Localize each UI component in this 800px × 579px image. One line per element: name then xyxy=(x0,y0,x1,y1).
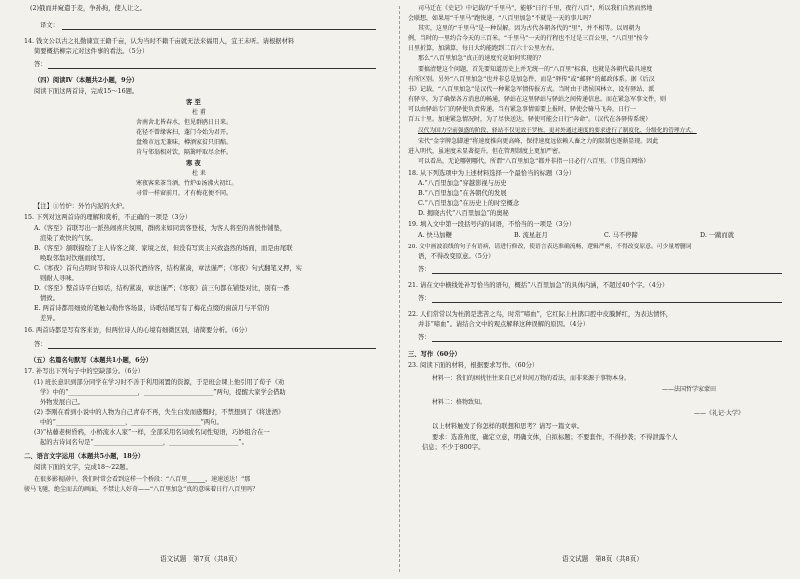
option-15b-cont: 唤取邻翁对饮继而续写。 xyxy=(40,255,110,262)
option-18a: A.“八百里加急”穿越影视与历史 xyxy=(418,180,507,187)
section-instruction: 阅读下面这两首诗，完成15～16题。 xyxy=(34,88,139,95)
writing-requirements: 要求：选准角度，确定立意，明确文体，自拟标题；不要套作，不得抄袭；不得泄露个人 xyxy=(432,434,678,441)
passage-line: 要搞清楚这个问题，首先要知道历史上并无统一的“八百里”标准，也就是各朝代最具速度 xyxy=(418,66,653,73)
answer-line xyxy=(432,302,782,303)
passage-line: 骏马飞驰，绝尘而去的画面，不禁让人好奇——“八百里加急”真的意味着日行八百里吗？ xyxy=(24,486,259,493)
passage-underlined-sentence: 汉代为国力空前强盛的阶段，驿站不仅见效于罗栋，更对外通过速度的要求进行了制度化、分级化的管理方式。 xyxy=(418,128,697,134)
question-15: 15. 下列对这两首诗的理解和赏析，不正确的一项是（3分） xyxy=(24,214,192,221)
passage-line: 那么“八百里加急”真正的速度究竟如何实现的？ xyxy=(418,55,545,62)
question-20-cont: 语，不得改变原意。（5分） xyxy=(418,253,495,260)
question-23: 23. 阅读下面的材料，根据要求写作。（60分） xyxy=(408,362,539,369)
option-18c: C.“八百里加急”在历史上的时空概念 xyxy=(418,200,520,207)
answer-line xyxy=(48,68,376,69)
poem-2-line: 寒夜客来茶当酒，竹炉①汤沸火初红。 xyxy=(136,180,238,187)
passage-line: 宋代“金字牌急脚递”将速度推向更高峰，保持速度远依赖人畜之力的限制也逐渐显现。因此 xyxy=(418,138,659,145)
option-15c-cont: 则耐人寻味。 xyxy=(40,275,78,282)
option-19d: D. 一蹴而就 xyxy=(700,232,735,239)
poem-2-title: 寒 夜 xyxy=(186,160,201,167)
right-page xyxy=(404,0,800,579)
option-18d: D. 揭晓古代“八百里加急”的奥秘 xyxy=(418,210,509,217)
question-22: 22. 人们常常以为杜鹃是悲苦之鸟，时常“啼血”，它红际上杜鹃口腔中皮膜鲜红，为表达情怀， xyxy=(408,311,673,318)
option-18b: B.“八百里加急”在各朝代的发展 xyxy=(418,190,507,197)
answer-line xyxy=(48,348,376,349)
blank-fill-1-cont: 学》中的“______________________，______________________”两句，提醒大家学会借助 xyxy=(40,389,286,396)
writing-requirements-cont: 信息；不少于800字。 xyxy=(422,444,485,451)
passage-line: 日里折算，加满算，每日大约能跑到二百六十公里左右。 xyxy=(408,45,559,52)
option-15e-cont: 差异。 xyxy=(40,315,59,322)
poem-1-line: 舍南舍北皆春水，但见群鸥日日来。 xyxy=(136,119,233,126)
passage-line: 有所区别。另外“八百里加急”也并非总是加急件，而是“驿传”或“邮驿”的邮政体系。据《后汉 xyxy=(408,76,655,83)
answer-label: 答： xyxy=(34,341,47,348)
answer-line xyxy=(432,273,782,274)
poem-1-author: 杜 甫 xyxy=(192,109,206,116)
passage-line: 有驿卒，为了确保各方消息的畅通，驿站在这里驿站与驿站之间传递信息。而在紧急军事文件，则 xyxy=(408,96,667,103)
passage-line: 例，当时的一里约合今天的三百米。“千里马”一天的行程也不过是三百公里，“八百里”按今 xyxy=(408,35,649,42)
poem-1-title: 客 至 xyxy=(186,99,201,106)
page-divider xyxy=(399,6,400,572)
material-2: 材料二：格物致知。 xyxy=(432,399,487,406)
passage-line: 进入明代，虽速度未显著提升，但在管理制度上更加严密。 xyxy=(408,148,565,155)
material-1-source: ——法国哲学家蒙田 xyxy=(662,386,717,393)
poem-1-line: 花径不曾缘客扫，蓬门今始为君开。 xyxy=(136,129,233,136)
passage-line: 百五十里。加速紧急情况时，为了尽快送达，驿使可能会日行“奔命”。（汉代在各驿传系统） xyxy=(408,116,652,123)
translation-label: 译文： xyxy=(40,22,59,29)
option-15b: B.《客至》颔联描绘了主人待客之简、家境之贫，但没有写宾主兴致盎然的场面，而是由尾联 xyxy=(34,245,293,252)
blank-fill-2-cont: 中的“______________________，______________________”两句。 xyxy=(40,419,223,426)
answer-label: 答： xyxy=(34,61,47,68)
poem-2-author: 杜 耒 xyxy=(192,170,206,177)
question-16: 16. 两首诗都是写有客来访，但两位诗人的心境有细微区别，请简要分析。（6分） xyxy=(24,327,251,334)
answer-label: 答： xyxy=(418,295,431,302)
question-22-cont: 并非“啼血”。请结合文中的观点解释这种误解的原因。（4分） xyxy=(418,321,590,328)
blank-fill-1-cont: 外物发展自己。 xyxy=(40,399,85,406)
section-heading-language: 二、语言文字运用（本题共5小题，18分） xyxy=(24,453,145,460)
answer-line xyxy=(432,341,782,342)
option-15a: A.《客至》首联写出一派热闹喜庆氛围，群鸥来如同宾客登枝，为客人将至的喜悦作铺垫， xyxy=(34,225,287,232)
poem-2-line: 寻常一样窗前月，才有梅花便不同。 xyxy=(136,190,233,197)
section-heading-writing: 三、写作（60分） xyxy=(408,351,461,358)
section-heading-5: （五）名篇名句默写（本题共1小题，6分） xyxy=(30,357,153,364)
poem-1-line: 肯与邻翁相对饮，隔篱呼取尽余杯。 xyxy=(136,149,233,156)
passage-line: 可以由驿站专门的驿使负责传递。当有紧急事情需要上报时，驿使会骑马飞奔，日行一 xyxy=(408,106,637,113)
option-15d-cont: 情致。 xyxy=(40,295,59,302)
option-19a: A. 快马加鞭 xyxy=(418,232,452,239)
writing-prompt: 以上材料触发了你怎样的联想和思考？请写一篇文章。 xyxy=(432,423,584,430)
option-19b: B. 流星赶月 xyxy=(514,232,548,239)
blank-fill-2: (2) 李刚在看到小说中的人物为自己青春不再，失生白发而感慨时，不禁想到了《将进酒》 xyxy=(34,409,285,416)
question-14: 14. 钱文公以古之礼勤谏宣王籍千亩，认为当时不籍千亩就无法来福用人，宜王未听。请根据材料 xyxy=(24,38,295,45)
passage-line: 其实，这里的“千里马”是一种误解。因为古代各朝各代的“里”，并不相等。以周朝为 xyxy=(418,25,641,32)
passage-line: 在很多影视剧中，我们时常会看到这样一个桥段：“八百里______，速速送达！”那 xyxy=(34,476,251,483)
material-2-source: ——《礼记·大学》 xyxy=(694,410,744,417)
question-21: 21. 请在文中横线处补写恰当的语句，概括“八百里加急”的具体内涵，不超过40个字。（4分） xyxy=(408,282,669,289)
annotation: 【注】①竹炉：外竹内泥的火炉。 xyxy=(34,203,129,210)
option-19c: C. 马不停蹄 xyxy=(604,232,638,239)
answer-label: 答： xyxy=(418,334,431,341)
blank-fill-1: (1) 班长意识到部分同学在学习时不善于利用闲置的资源，于是班会课上他引用了荀子《劝 xyxy=(34,379,285,386)
translation-item-2: (2)俄而并窥遣于麦，争孙拘，使人让之。 xyxy=(30,5,146,12)
section-instruction: 阅读下面的文字，完成18～22题。 xyxy=(34,464,132,471)
blank-fill-3-cont: 起的古诗词名句是“______________________，______________________”。 xyxy=(40,439,248,446)
section-heading-4: （四）阅读Ⅳ（本题共2小题，9分） xyxy=(34,77,139,84)
question-19: 19. 填入文中第一段括号内的词语，不恰当的一项是（3分） xyxy=(408,221,576,228)
material-1: 材料一：我们的困扰往往来自已对世间万物的看法，而非来源于事物本身。 xyxy=(432,375,631,382)
page-footer: 语文试题 第7页（共8页） xyxy=(160,555,241,563)
passage-line: 会联想，如果用“千里马”跑快递，“八百里加急”不就是一天的事儿吗？ xyxy=(408,15,595,22)
passage-line: 司马迁在《史记》中记载的“千里马”，能够“日行千里，夜行八百”，所以我们自然而然地 xyxy=(418,5,653,12)
answer-label: 答： xyxy=(418,266,431,273)
option-15d: D.《客至》整首诗平白如话，结构紧凑，章法谨严；《寒夜》前三句都在铺垫对比，别有一番 xyxy=(34,285,290,292)
option-15a-cont: 渲染了欢快的气氛。 xyxy=(40,235,97,242)
question-18: 18. 从下列选项中为上述材料选择一个最恰当的标题（3分） xyxy=(408,170,576,177)
option-15e: E. 两首诗都用细致的笔触勾勒作客场景，诗歌结尾写有了梅花点缀的窗前月与平常的 xyxy=(34,305,270,312)
left-page xyxy=(0,0,396,579)
blank-fill-3: (3)“枯藤老树昏鸦，小桥流水人家”一样，全部采用名词或名词性短语，巧妙组合在一 xyxy=(34,429,270,436)
poem-1-line: 盘飧市远无兼味，樽酒家贫只旧醅。 xyxy=(136,139,233,146)
question-14-cont: 简要概括柳宗元对这件事的看法。（5分） xyxy=(34,48,149,55)
question-17: 17. 补写出下列句子中的空缺部分。（6分） xyxy=(24,368,144,375)
passage-line: 可以看出，无论哪朝哪代，所谓“八百里加急”都并非指一日必行八百里。（节选自网络） xyxy=(418,158,650,165)
option-15c: C.《寒夜》首句点明时节和诗人以茶代酒待客，结构紧凑，章法谨严；《寒夜》句式翻笔叉押，实 xyxy=(34,265,302,272)
question-20: 20. 文中画波浪线的句子有语病，请进行修改，使语言表达准确流畅，逻辑严密，不得改变原意。可少量增删词 xyxy=(408,244,692,250)
page-footer: 语文试题 第8页（共8页） xyxy=(562,555,643,563)
passage-line: 书》记载，“八百里加急”是汉代一种紧急军情传报方式。当时由于诸侯国林立，设有驿站、派 xyxy=(408,86,655,93)
answer-line xyxy=(62,29,376,30)
